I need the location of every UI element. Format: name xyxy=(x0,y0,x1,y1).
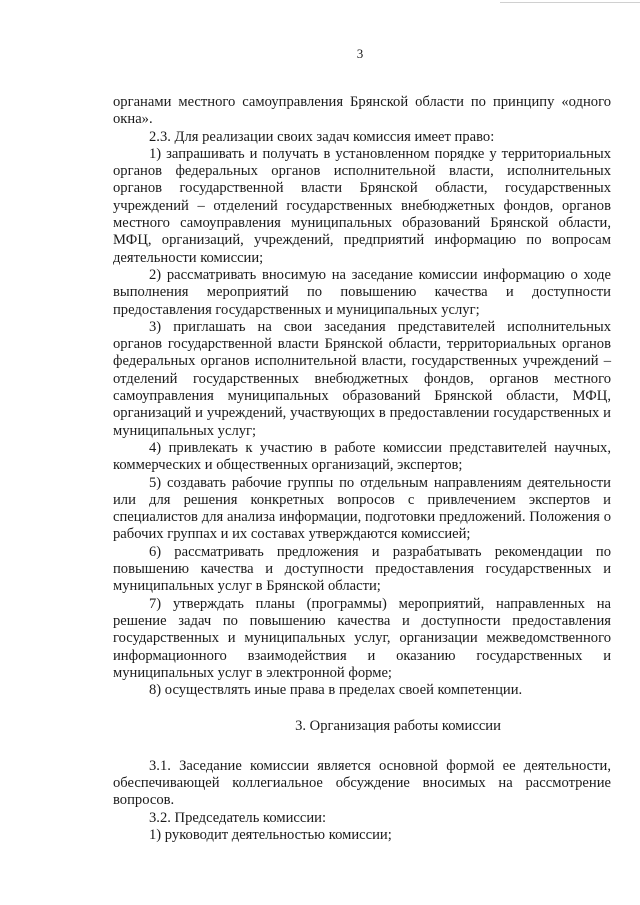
paragraph-continuation: органами местного самоуправления Брянской области по принципу «одного окна». xyxy=(113,94,611,128)
list-item-3: 3) приглашать на свои заседания представителей исполнительных органов государственной власти Брянской области, территориальных органов федеральных органов исполнительной власти, государственных учреждений – отделений государственных внебюджетных фондов, органов местного самоуправления муниципальных образований Брянской области, МФЦ, организаций и учреждений, участвующих в предоставлении государственных и муниципальных услуг; xyxy=(113,318,611,439)
paragraph-3-1: 3.1. Заседание комиссии является основной формой ее деятельности, обеспечивающей коллегиальное обсуждение вносимых на рассмотрение вопросов. xyxy=(113,757,611,809)
scan-artifact-line xyxy=(500,2,640,3)
list-item-1: 1) запрашивать и получать в установленном порядке у территориальных органов федеральных органов исполнительной власти, исполнительных органов государственной власти Брянской области, государственных учреждений – отделений государственных внебюджетных фондов, органов местного самоуправления муниципальных образований Брянской области, МФЦ, организаций, учреждений, предприятий информацию по вопросам деятельности комиссии; xyxy=(113,145,611,266)
paragraph-3-2: 3.2. Председатель комиссии: xyxy=(149,809,327,826)
list-item-2: 2) рассматривать вносимую на заседание комиссии информацию о ходе выполнения мероприятий по повышению качества и доступности предоставления государственных и муниципальных услуг; xyxy=(113,266,611,318)
list-item-4: 4) привлекать к участию в работе комиссии представителей научных, коммерческих и общественных организаций, экспертов; xyxy=(113,439,611,474)
page-number: 3 xyxy=(356,46,364,61)
list-item-7: 7) утверждать планы (программы) мероприятий, направленных на решение задач по повышению качества и доступности предоставления государственных и муниципальных услуг, организации межведомственного информационного взаимодействия и оказанию государственных и муниципальных услуг в электронной форме; xyxy=(113,595,611,681)
paragraph-2-3: 2.3. Для реализации своих задач комиссия имеет право: xyxy=(149,128,495,145)
document-body xyxy=(113,94,611,844)
list-item-8: 8) осуществлять иные права в пределах своей компетенции. xyxy=(149,682,523,699)
list-item-3-2-1: 1) руководит деятельностью комиссии; xyxy=(149,826,392,843)
section-heading: 3. Организация работы комиссии xyxy=(295,718,501,735)
list-item-5: 5) создавать рабочие группы по отдельным направлениям деятельности или для решения конкретных вопросов с привлечением экспертов и специалистов для анализа информации, подготовки предложений. Положения о рабочих группах и их составах утверждаются комиссией; xyxy=(113,474,611,543)
list-item-6: 6) рассматривать предложения и разрабатывать рекомендации по повышению качества и доступности предоставления государственных и муниципальных услуг в Брянской области; xyxy=(113,543,611,595)
